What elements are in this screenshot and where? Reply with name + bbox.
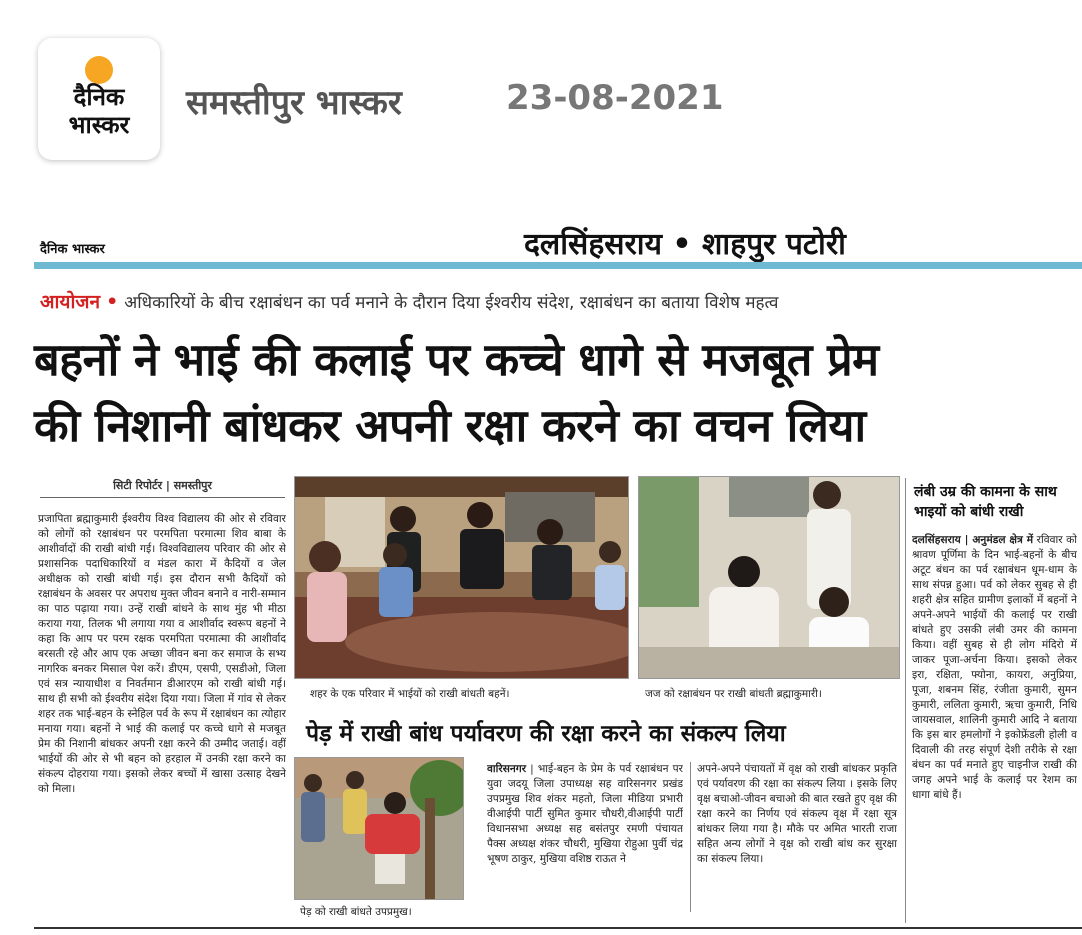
publication-date: 23-08-2021 xyxy=(506,78,724,118)
column-divider xyxy=(690,762,691,912)
bottom-rule xyxy=(34,927,1082,929)
photo-judge-illustration xyxy=(639,477,900,679)
kicker-tag: आयोजन xyxy=(40,291,101,313)
photo-judge-rakhi[interactable] xyxy=(638,476,900,679)
side-story-text: रविवार को श्रावण पूर्णिमा के दिन भाई-बहनों के बीच अटूट बंधन का पर्व रक्षाबंधन धूम-धाम के साथ संपन्न हुआ। पर्व को लेकर सुबह से ही शहरी क्षेत्र सहित ग्रामीण इलाकों में बहनों ने अपने-अपने भाईयों की कलाई पर राखी बांधते हुए उसकी लंबी उमर की कामना किया। वहीं सुबह से ही लोग मंदिरो में जाकर पूजा-अर्चना किया। इसको लेकर इरा, रक्षिता, फ्योना, कायरा, अनुप्रिया, पूजा, शबनम सिंह, रंजीता कुमारी, सुमन कुमारी, ललिता कुमारी, ऋचा कुमारी, निधि जायसवाल, शालिनी कुमारी आदि ने बताया कि इस बार हमलोगों ने इकोफ्रेंडली होली व दिवाली की तरह संपूर्ण देशी तरीके से रक्षा बंधन का पर्व मनाते हुए चाइनीज राखी की जगह अपने भाई के कलाई पर रेशम का धागा बांधे हैं। xyxy=(912,534,1077,801)
tree-story-dateline: वारिसनगर xyxy=(487,763,527,775)
photo-caption-judge: जज को रक्षाबंधन पर राखी बांधती ब्रह्माकुमारी। xyxy=(645,688,822,700)
dainik-bhaskar-logo[interactable] xyxy=(38,38,160,160)
photo-tree-rakhi[interactable] xyxy=(294,757,464,900)
main-story-body: प्रजापिता ब्रह्माकुमारी ईश्वरीय विश्व विद्यालय की ओर से रविवार को लोगों को रक्षाबंधन पर परमपिता परमात्मा शिव बाबा के आशीर्वादों की राखी बांधी गई। विश्वविद्यालय परिवार की ओर से प्रशासनिक पदाधिकारियों व मंडल कारा में कैदियों व जेल अधीक्षक को राखी बांधी गई। इस दौरान सभी कैदियों को रक्षाबंधन के अवसर पर अपराध मुक्त जीवन बनाने व नारी-सम्मान का पाठ पढ़ाया गया। उन्हें राखी बांधने के साथ मुंह भी मीठा कराया गया, तिलक भी लगाया गया व आशीर्वाद स्वरूप बहनों ने कहा कि आप पर परम रक्षक परमपिता परमात्मा की आशीर्वाद बरसती रहे और आप एक अच्छा जीवन बना कर समाज के सभ्य नागरिक बनकर मिसाल पेश करें। डीएम, एसपी, एसडीओ, जिला एवं सत्र न्यायाधीश व निवर्तमान डीआरएम को राखी बांधी गई। साथ ही सभी को ईश्वरीय संदेश दिया गया। जिला में गांव से लेकर शहर तक भाई-बहन के स्नेहिल पर्व के रूप में रक्षाबंधन का त्योहार मनाया गया। बहनों ने भाई की कलाई पर कच्चे धागे से मजबूत प्रेम की निशानी बांधकर अपनी रक्षा करने की उम्मीद जताई। वहीं भाईयों की ओर से भी बहन को हरहाल में उनकी रक्षा करने का संकल्प दोहराया गया। इसको लेकर बच्चों में खासा उत्साह देखने को मिला। xyxy=(38,513,286,795)
byline: सिटी रिपोर्टर | समस्तीपुर xyxy=(113,479,212,492)
photo-family-rakhi[interactable] xyxy=(294,476,629,679)
side-story-title: लंबी उम्र की कामना के साथ भाइयों को बांधी राखी xyxy=(914,484,1057,520)
headline-line1: बहनों ने भाई की कलाई पर कच्चे धागे से मजबूत प्रेम xyxy=(34,333,879,386)
kicker-text: अधिकारियों के बीच रक्षाबंधन का पर्व मनाने के दौरान दिया ईश्वरीय संदेश, रक्षाबंधन का बताया विशेष महत्व xyxy=(124,293,779,313)
edition-title: समस्तीपुर भास्कर xyxy=(186,83,402,123)
section-rule xyxy=(34,262,1082,269)
tree-story-col1: वारिसनगर | भाई-बहन के प्रेम के पर्व रक्षाबंधन पर युवा जदयू जिला उपाध्यक्ष सह वारिसनगर प्रखंड उपप्रमुख शिव शंकर महतो, जिला मीडिया प्रभारी वीआईपी पार्टी सुमित कुमार चौधरी,वीआईपी पार्टी विधानसभा अध्यक्ष सह बसंतपुर रमणी पंचायत पैक्स अध्यक्ष शंकर चौधरी, मुखिया रोहुआ पुर्वी चंद्र भूषण ठाकुर, मुखिया वशिष्ठ राऊत ने xyxy=(487,763,683,865)
paper-brand: दैनिक भास्कर xyxy=(40,242,105,257)
location-heading: दलसिंहसराय • शाहपुर पटोरी xyxy=(524,227,846,262)
tree-story-headline: पेड़ में राखी बांध पर्यावरण की रक्षा करने का संकल्प लिया xyxy=(306,721,786,747)
side-story-body xyxy=(912,533,1077,923)
sun-icon xyxy=(85,56,113,84)
tree-story-col2: अपने-अपने पंचायतों में वृक्ष को राखी बांधकर प्रकृति एवं पर्यावरण की रक्षा का संकल्प लिया । इसके लिए वृक्ष बचाओ-जीवन बचाओ की बात रखते हुए वृक्ष की रक्षा करने का निर्णय एवं संकल्प वृक्ष में रक्षा सूत्र बांधकर लिया गया है। मौके पर अमित भारती राजा सहित अन्य लोगों ने वृक्ष को राखी बांध कर सुरक्षा का संकल्प लिया। xyxy=(697,763,897,865)
kicker-separator: • xyxy=(106,291,119,313)
photo-family-illustration xyxy=(295,477,629,679)
photo-caption-tree: पेड़ को राखी बांधते उपप्रमुख। xyxy=(300,906,412,918)
column-divider xyxy=(905,478,906,923)
kicker xyxy=(40,288,779,314)
logo-line1: दैनिक xyxy=(73,83,125,111)
byline-divider xyxy=(40,497,285,498)
logo-line2: भास्कर xyxy=(68,111,130,139)
headline-line2: की निशानी बांधकर अपनी रक्षा करने का वचन लिया xyxy=(34,399,866,452)
photo-tree-illustration xyxy=(295,758,464,900)
tree-story-col1-text: भाई-बहन के प्रेम के पर्व रक्षाबंधन पर युवा जदयू जिला उपाध्यक्ष सह वारिसनगर प्रखंड उपप्रमुख शिव शंकर महतो, जिला मीडिया प्रभारी वीआईपी पार्टी सुमित कुमार चौधरी,वीआईपी पार्टी विधानसभा अध्यक्ष सह बसंतपुर रमणी पंचायत पैक्स अध्यक्ष शंकर चौधरी, मुखिया रोहुआ पुर्वी चंद्र भूषण ठाकुर, मुखिया वशिष्ठ राऊत ने xyxy=(487,763,683,865)
photo-caption-family: शहर के एक परिवार में भाईयों को राखी बांधती बहनें। xyxy=(310,688,510,700)
side-story-dateline: दलसिंहसराय | अनुमंडल क्षेत्र में xyxy=(912,534,1034,546)
